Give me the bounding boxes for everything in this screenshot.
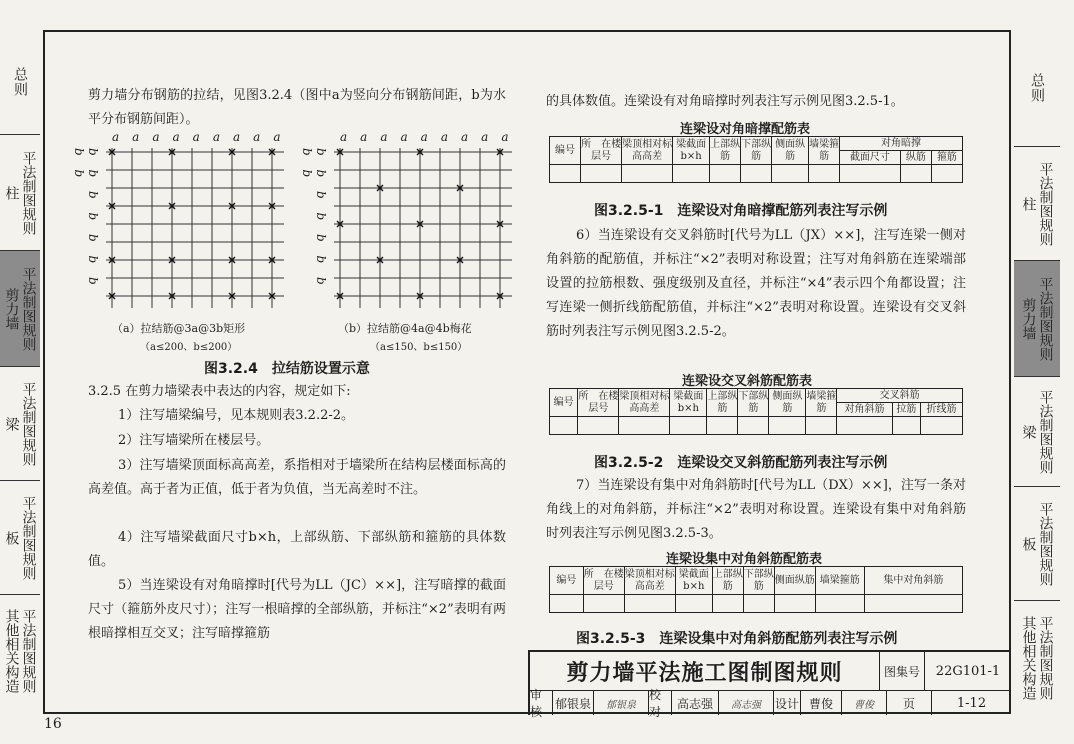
- table-2-title: 连梁设交叉斜筋配筋表: [682, 374, 813, 389]
- header-cell: 梁截面b×h: [675, 567, 712, 595]
- drawing-title: 剪力墙平法施工图制图规则: [530, 652, 880, 691]
- header-cell: 对角暗撑: [840, 137, 963, 151]
- tab-sub-label: 其他相关构造: [3, 609, 20, 693]
- item-3: 3）注写墙梁顶面标高高差，系指相对于墙梁所在结构层楼面标高的高差值。高于者为正值，低于者为负值，当无高差时不注。: [88, 458, 506, 497]
- header-cell: 梁截面b×h: [670, 389, 707, 417]
- tab-beam[interactable]: [0, 366, 40, 481]
- header-cell: 对角斜筋: [837, 403, 892, 417]
- item-7: 7）当连梁设有集中对角斜筋时[代号为LL（DX）××]，注写一条对角线上的对角斜筋，并标注“×2”表明对称设置。连梁设有集中对角斜筋时列表注写示例见图3.2.5-3。: [546, 478, 966, 541]
- header-cell: 上部纵筋: [710, 137, 741, 165]
- header-cell: 纵筋: [900, 151, 931, 165]
- header-cell: 梁顶相对标高高差: [619, 389, 670, 417]
- fig-a-side-label: b b b b b b b b b: [72, 148, 100, 290]
- design-label: 设计: [774, 691, 801, 715]
- item-6: 6）当连梁设有交叉斜筋时[代号为LL（JX）××]，注写连梁一侧对角斜筋的配筋值，并标注“×2”表明对称设置；注写对角斜筋在连梁端部设置的拉筋根数、强度级别及直径，并标注“×4”表示四个角都设置；注写连梁一侧折线筋配筋值，并标注“×2”表明对称设置。连梁设有交叉斜筋时列表注写示例见图3.2.5-2。: [546, 228, 966, 339]
- tab-column[interactable]: [0, 134, 40, 251]
- tab-beam[interactable]: [1014, 376, 1060, 487]
- tab-sub-label: 梁: [1020, 425, 1037, 439]
- check-label: 校对: [649, 691, 672, 715]
- fig-3-2-5-3-caption: 图3.2.5-3 连梁设集中对角斜筋配筋列表注写示例: [576, 631, 898, 647]
- fig-3-2-4-caption: 图3.2.4 拉结筋设置示意: [204, 361, 370, 377]
- tab-label: 平法制图规则: [20, 496, 37, 580]
- header-cell: 梁顶相对标高高差: [624, 567, 675, 595]
- header-cell: 侧面纵筋: [769, 389, 806, 417]
- header-cell: 梁截面b×h: [673, 137, 710, 165]
- header-cell: 墙梁箍筋: [809, 137, 840, 165]
- tab-label: 平法制图规则: [1037, 277, 1054, 361]
- header-cell: 墙梁箍筋: [815, 567, 864, 595]
- item-4: 4）注写墙梁截面尺寸b×h，上部纵筋、下部纵筋和箍筋的具体数值。: [88, 530, 506, 569]
- table-1: [549, 136, 963, 183]
- tab-sub-label: 梁: [3, 417, 20, 431]
- fig-a-range: （a≤200、b≤200）: [140, 342, 238, 353]
- header-cell: 编号: [550, 137, 581, 165]
- header-cell: 折线筋: [921, 403, 963, 417]
- page-label: 页: [887, 691, 932, 715]
- fig-b-range: （a≤150、b≤150）: [370, 342, 468, 353]
- tab-label: 平法制图规则: [20, 267, 37, 351]
- tab-label: 平法制图规则: [1037, 390, 1054, 474]
- table-3-title: 连梁设集中对角斜筋配筋表: [666, 552, 823, 567]
- fig-b-spacing-label: a a a a a a a a a: [340, 130, 514, 144]
- item-1: 1）注写墙梁编号，见本规则表3.2.2-2。: [118, 408, 355, 423]
- tab-label: 平法制图规则: [20, 151, 37, 235]
- header-cell: 集中对角斜筋: [864, 567, 962, 595]
- header-cell: 侧面纵筋: [774, 567, 815, 595]
- tab-column[interactable]: [1014, 146, 1060, 261]
- tab-sub-label: 柱: [1020, 197, 1037, 211]
- table-3: [549, 566, 963, 613]
- header-cell: 箍筋: [931, 151, 962, 165]
- reviewer-name: 郁银泉: [553, 691, 594, 715]
- fig-a-label: （a）拉结筋@3a@3b矩形: [112, 322, 246, 335]
- tab-sub-label: 柱: [3, 186, 20, 200]
- item-2: 2）注写墙梁所在楼层号。: [118, 433, 270, 448]
- review-label: 审核: [530, 691, 553, 715]
- intro-paragraph: 剪力墙分布钢筋的拉结，见图3.2.4（图中a为竖向分布钢筋间距，b为水平分布钢筋间距）。: [88, 88, 506, 127]
- fig-3-2-5-1-caption: 图3.2.5-1 连梁设对角暗撑配筋列表注写示例: [594, 203, 888, 219]
- header-cell: 梁顶相对标高高差: [622, 137, 673, 165]
- header-cell: 交叉斜筋: [837, 389, 963, 403]
- header-cell: 下部纵筋: [743, 567, 774, 595]
- tab-shear-wall[interactable]: [1014, 260, 1060, 377]
- tab-sub-label: 剪力墙: [1020, 298, 1037, 340]
- reviewer-signature: 郁银泉: [594, 691, 649, 715]
- tab-slab[interactable]: [1014, 486, 1060, 601]
- tab-sub-label: 其他相关构造: [1020, 616, 1037, 700]
- tab-label: 平法制图规则: [1037, 616, 1054, 700]
- atlas-number: 22G101-1: [925, 652, 1011, 691]
- tab-label: 总则: [12, 67, 28, 97]
- tab-label: 平法制图规则: [1037, 502, 1054, 586]
- tab-label: 平法制图规则: [1037, 162, 1054, 246]
- header-cell: 下部纵筋: [741, 137, 772, 165]
- header-cell: 上部纵筋: [712, 567, 743, 595]
- fig-b-grid: [328, 142, 524, 314]
- fig-b-label: （b）拉结筋@4a@4b梅花: [338, 322, 472, 335]
- tab-general[interactable]: [1014, 30, 1060, 146]
- tab-shear-wall[interactable]: [0, 250, 40, 367]
- header-cell: 编号: [550, 389, 578, 417]
- header-cell: 上部纵筋: [707, 389, 738, 417]
- tab-general[interactable]: [0, 30, 40, 134]
- tab-slab[interactable]: [0, 480, 40, 595]
- table-1-title: 连梁设对角暗撑配筋表: [680, 122, 811, 137]
- tab-label: 平法制图规则: [20, 382, 37, 466]
- tab-sub-label: 板: [3, 531, 20, 545]
- fig-a-grid: [100, 142, 296, 314]
- checker-name: 高志强: [672, 691, 719, 715]
- header-cell: 所 在楼层号: [581, 137, 622, 165]
- header-cell: 侧面纵筋: [772, 137, 809, 165]
- fig-b-side-label: b b b b b b b b b: [300, 148, 328, 290]
- sheet-page-number: 1-12: [956, 695, 987, 711]
- fig-a-spacing-label: a a a a a a a a a: [112, 130, 286, 144]
- header-cell: 所 在楼层号: [578, 389, 619, 417]
- table-2: [549, 388, 963, 435]
- header-cell: 截面尺寸: [840, 151, 901, 165]
- item-5: 5）当连梁设有对角暗撑时[代号为LL（JC）××]，注写暗撑的截面尺寸（箍筋外皮尺寸）；注写一根暗撑的全部纵筋，并标注“×2”表明有两根暗撑相互交叉；注写暗撑箍筋: [88, 578, 506, 641]
- tab-sub-label: 剪力墙: [3, 288, 20, 330]
- fig-3-2-5-2-caption: 图3.2.5-2 连梁设交叉斜筋配筋列表注写示例: [594, 455, 888, 471]
- page-number: 16: [44, 716, 62, 732]
- title-block: [528, 650, 1011, 719]
- tab-label: 平法制图规则: [20, 609, 37, 693]
- continued-paragraph: 的具体数值。连梁设有对角暗撑时列表注写示例见图3.2.5-1。: [546, 94, 904, 109]
- header-cell: 编号: [550, 567, 584, 595]
- header-cell: 墙梁箍筋: [806, 389, 837, 417]
- tab-label: 总则: [1029, 73, 1045, 103]
- header-cell: 下部纵筋: [738, 389, 769, 417]
- tab-sub-label: 板: [1020, 537, 1037, 551]
- designer-signature: 曹俊: [842, 691, 887, 715]
- section-3-2-5: 3.2.5 在剪力墙梁表中表达的内容，规定如下:: [88, 384, 351, 399]
- tab-other[interactable]: [0, 594, 40, 707]
- header-cell: 所 在楼层号: [583, 567, 624, 595]
- tab-other[interactable]: [1014, 600, 1060, 715]
- atlas-label: 图集号: [880, 652, 925, 691]
- checker-signature: 高志强: [719, 691, 774, 715]
- signature-row: [530, 688, 1011, 719]
- designer-name: 曹俊: [801, 691, 842, 715]
- header-cell: 拉筋: [892, 403, 920, 417]
